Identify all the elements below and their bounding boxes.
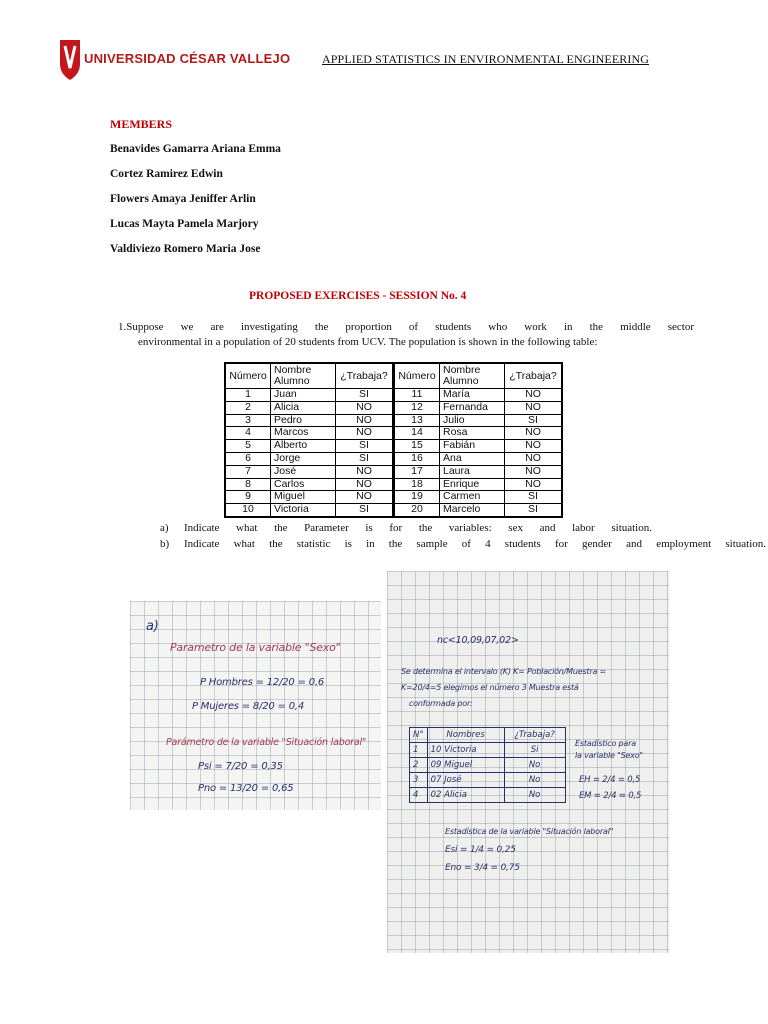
- table-cell: Victoria: [271, 504, 336, 517]
- table-row: [394, 389, 562, 402]
- table-cell: 16: [394, 452, 440, 465]
- table-cell: SI: [505, 504, 563, 517]
- notes-heading: Parametro de la variable "Sexo": [170, 641, 341, 654]
- question-text: Indicate what the statistic is in the sample of 4 students for gender and employment situation.: [184, 538, 766, 550]
- table-header-row: [225, 363, 393, 389]
- member-name: Cortez Ramirez Edwin: [110, 168, 223, 180]
- table-row: [225, 465, 393, 478]
- table-cell: NO: [505, 478, 563, 491]
- table-row: [225, 504, 393, 517]
- problem-statement: [118, 320, 694, 350]
- table-cell: 5: [225, 440, 271, 453]
- table-row: [394, 491, 562, 504]
- table-cell: 3: [410, 773, 428, 788]
- notes-line: Eno = 3/4 = 0,75: [445, 863, 520, 873]
- table-row: [225, 414, 393, 427]
- table-cell: SI: [336, 440, 394, 453]
- notes-line: EH = 2/4 = 0,5: [579, 775, 641, 785]
- table-row: [410, 773, 566, 788]
- table-cell: NO: [336, 427, 394, 440]
- handwritten-notes-b: [387, 571, 669, 953]
- notes-line: P Hombres = 12/20 = 0,6: [200, 677, 325, 688]
- sample-table: [409, 727, 566, 803]
- header-name: Nombre Alumno: [271, 363, 336, 389]
- table-cell: NO: [505, 452, 563, 465]
- notes-heading: Parámetro de la variable "Situación laboral": [166, 737, 367, 748]
- notes-line: K=20/4=5 elegimos el número 3 Muestra está: [401, 683, 579, 692]
- table-row: [225, 401, 393, 414]
- table-cell: Marcelo: [440, 504, 505, 517]
- header-works: ¿Trabaja?: [336, 363, 394, 389]
- notes-line: Esi = 1/4 = 0,25: [445, 845, 516, 855]
- table-cell: 17: [394, 465, 440, 478]
- member-name: Valdiviezo Romero Maria Jose: [110, 243, 261, 255]
- problem-line: environmental in a population of 20 students from UCV. The population is shown in the following table:: [138, 336, 598, 348]
- table-row: [394, 427, 562, 440]
- header-works: ¿Trabaja?: [505, 363, 563, 389]
- table-cell: No: [504, 773, 565, 788]
- table-row: [225, 440, 393, 453]
- table-cell: 18: [394, 478, 440, 491]
- table-cell: SI: [336, 504, 394, 517]
- table-cell: 13: [394, 414, 440, 427]
- table-cell: Alicia: [271, 401, 336, 414]
- table-cell: 10: [225, 504, 271, 517]
- question-b: [160, 538, 766, 550]
- table-cell: 7: [225, 465, 271, 478]
- table-cell: SI: [505, 491, 563, 504]
- table-cell: 10 Victoria: [427, 743, 504, 758]
- table-cell: Si: [504, 743, 565, 758]
- table-cell: 2: [225, 401, 271, 414]
- question-a: [160, 522, 652, 534]
- header-name: Nombre Alumno: [440, 363, 505, 389]
- handwritten-notes-a: [130, 601, 381, 810]
- table-cell: Carlos: [271, 478, 336, 491]
- table-cell: Pedro: [271, 414, 336, 427]
- table-cell: NO: [505, 401, 563, 414]
- table-cell: María: [440, 389, 505, 402]
- question-label: a): [160, 522, 169, 534]
- question-label: b): [160, 538, 170, 550]
- notes-line: Psi = 7/20 = 0,35: [198, 761, 283, 772]
- table-cell: 4: [225, 427, 271, 440]
- table-cell: SI: [505, 414, 563, 427]
- notes-line: Se determina el intervalo (K) K= Población/Muestra =: [401, 667, 607, 676]
- table-cell: 15: [394, 440, 440, 453]
- notes-line: Estadística de la variable "Situación laboral": [445, 827, 614, 836]
- member-name: Lucas Mayta Pamela Marjory: [110, 218, 259, 230]
- table-row: [225, 389, 393, 402]
- table-cell: Rosa: [440, 427, 505, 440]
- header-number: Número: [225, 363, 271, 389]
- table-row: [225, 478, 393, 491]
- table-row: [410, 743, 566, 758]
- notes-line: P Mujeres = 8/20 = 0,4: [192, 701, 305, 712]
- table-cell: 07 José: [427, 773, 504, 788]
- table-header-row: [410, 728, 566, 743]
- table-cell: 20: [394, 504, 440, 517]
- notes-label: a): [146, 619, 159, 634]
- table-cell: Jorge: [271, 452, 336, 465]
- table-cell: NO: [505, 465, 563, 478]
- table-cell: NO: [505, 389, 563, 402]
- table-row: [394, 414, 562, 427]
- table-cell: Fabián: [440, 440, 505, 453]
- table-cell: 2: [410, 758, 428, 773]
- table-cell: 8: [225, 478, 271, 491]
- table-cell: 1: [410, 743, 428, 758]
- table-row: [394, 440, 562, 453]
- table-cell: 02 Alicia: [427, 788, 504, 803]
- table-cell: Miguel: [271, 491, 336, 504]
- table-row: [410, 788, 566, 803]
- exercises-title: PROPOSED EXERCISES - SESSION No. 4: [249, 290, 467, 302]
- table-cell: No: [504, 788, 565, 803]
- table-cell: 9: [225, 491, 271, 504]
- notes-line: EM = 2/4 = 0,5: [579, 791, 642, 801]
- notes-line: Estadístico para: [575, 739, 636, 748]
- table-cell: NO: [336, 491, 394, 504]
- table-cell: SI: [336, 389, 394, 402]
- university-logo: [58, 38, 291, 82]
- table-row: [225, 427, 393, 440]
- table-cell: No: [504, 758, 565, 773]
- table-cell: 3: [225, 414, 271, 427]
- table-row: [225, 452, 393, 465]
- table-cell: Ana: [440, 452, 505, 465]
- table-cell: NO: [505, 440, 563, 453]
- table-cell: 09 Miguel: [427, 758, 504, 773]
- course-title: APPLIED STATISTICS IN ENVIRONMENTAL ENGINEERING: [322, 52, 649, 66]
- problem-line: 1.Suppose we are investigating the proportion of students who work in the middle sector: [118, 321, 694, 333]
- students-table-right: [393, 362, 563, 518]
- students-table-left: [224, 362, 394, 518]
- table-cell: 12: [394, 401, 440, 414]
- table-cell: Laura: [440, 465, 505, 478]
- table-cell: NO: [336, 478, 394, 491]
- table-cell: NO: [505, 427, 563, 440]
- university-name: UNIVERSIDAD CÉSAR VALLEJO: [84, 51, 291, 66]
- table-cell: Enrique: [440, 478, 505, 491]
- table-cell: 19: [394, 491, 440, 504]
- table-cell: 11: [394, 389, 440, 402]
- table-cell: SI: [336, 452, 394, 465]
- notes-line: nc<10,09,07,02>: [437, 635, 519, 646]
- header-number: N°: [410, 728, 428, 743]
- table-cell: Juan: [271, 389, 336, 402]
- table-cell: NO: [336, 465, 394, 478]
- table-cell: NO: [336, 401, 394, 414]
- table-cell: Carmen: [440, 491, 505, 504]
- table-cell: 1: [225, 389, 271, 402]
- notes-line: Pno = 13/20 = 0,65: [198, 783, 294, 794]
- members-heading: MEMBERS: [110, 117, 173, 131]
- table-header-row: [394, 363, 562, 389]
- table-cell: 4: [410, 788, 428, 803]
- table-cell: Fernanda: [440, 401, 505, 414]
- table-cell: Marcos: [271, 427, 336, 440]
- table-cell: 14: [394, 427, 440, 440]
- header-number: Número: [394, 363, 440, 389]
- table-cell: Julio: [440, 414, 505, 427]
- university-shield-icon: [58, 38, 82, 82]
- header-name: Nombres: [427, 728, 504, 743]
- table-row: [394, 465, 562, 478]
- table-cell: NO: [336, 414, 394, 427]
- member-name: Benavides Gamarra Ariana Emma: [110, 143, 281, 155]
- table-row: [394, 504, 562, 517]
- table-row: [410, 758, 566, 773]
- question-text: Indicate what the Parameter is for the variables: sex and labor situation.: [184, 522, 652, 534]
- table-row: [394, 452, 562, 465]
- table-row: [394, 401, 562, 414]
- notes-line: la variable "Sexo": [575, 751, 643, 760]
- table-cell: 6: [225, 452, 271, 465]
- table-cell: José: [271, 465, 336, 478]
- table-row: [225, 491, 393, 504]
- table-cell: Alberto: [271, 440, 336, 453]
- table-row: [394, 478, 562, 491]
- member-name: Flowers Amaya Jeniffer Arlin: [110, 193, 256, 205]
- header-works: ¿Trabaja?: [504, 728, 565, 743]
- notes-line: conformada por:: [409, 699, 473, 708]
